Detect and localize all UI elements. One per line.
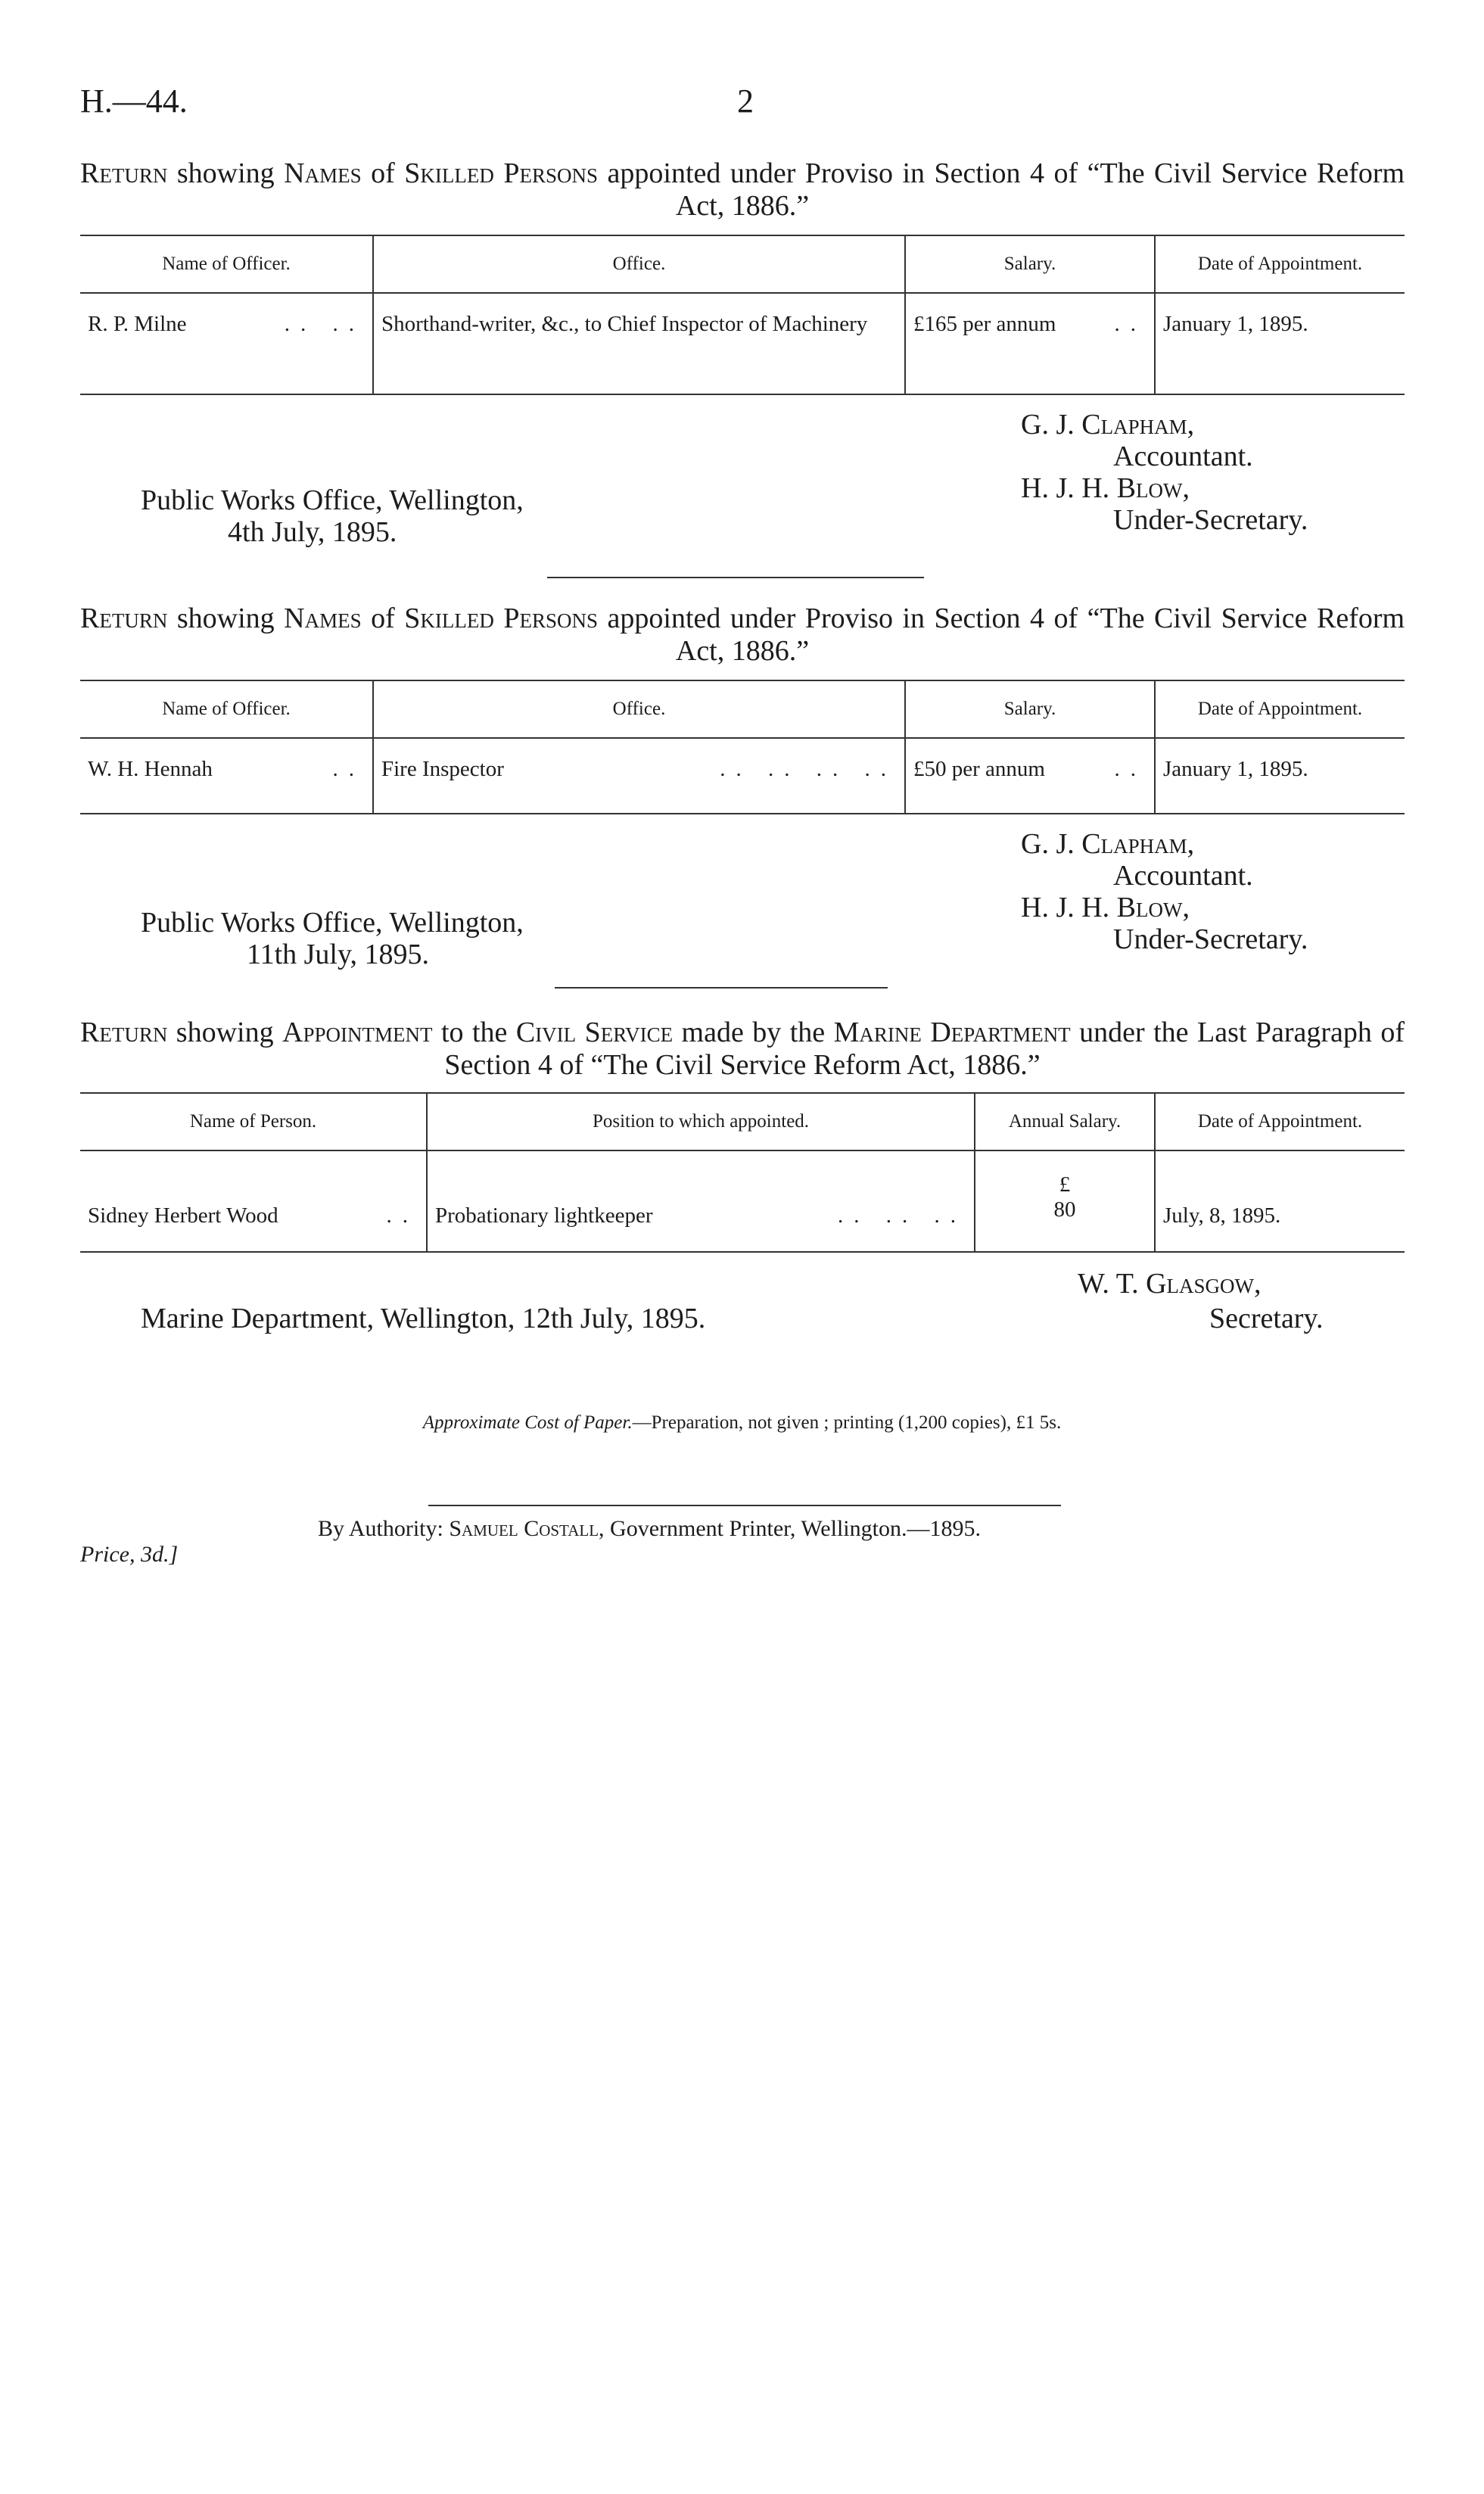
signatory-role: Accountant.	[1113, 860, 1253, 892]
signature-block	[80, 1268, 1405, 1351]
column-header: Name of Person.	[80, 1093, 427, 1150]
column-header: Office.	[373, 680, 905, 738]
signatory-name: G. J. Clapham,	[1021, 409, 1195, 441]
position-cell: Probationary lightkeeper .. .. ..	[427, 1150, 975, 1252]
table-row	[80, 738, 1405, 814]
table-header-row	[80, 1093, 1405, 1150]
return-table	[80, 680, 1405, 814]
imprint-rule	[428, 1505, 1061, 1506]
column-header: Date of Appointment.	[1155, 235, 1405, 293]
office-date: 4th July, 1895.	[228, 516, 397, 548]
return-title: Return showing Names of Skilled Persons appointed under Proviso in Section 4 of “The Civil Service Reform Act, 1886.”	[80, 157, 1405, 222]
column-header: Date of Appointment.	[1155, 680, 1405, 738]
signature-block	[80, 828, 1405, 972]
return-section-2	[80, 602, 1405, 972]
officer-name-cell: W. H. Hennah ..	[80, 738, 373, 814]
signatory-role: Secretary.	[1209, 1303, 1324, 1334]
return-table	[80, 235, 1405, 395]
return-title: Return showing Names of Skilled Persons appointed under Proviso in Section 4 of “The Civil Service Reform Act, 1886.”	[80, 602, 1405, 667]
section-divider	[547, 577, 924, 578]
currency-unit: £	[1059, 1172, 1071, 1197]
column-header: Position to which appointed.	[427, 1093, 975, 1150]
printer-imprint: By Authority: Samuel Costall, Government Printer, Wellington.—1895.	[318, 1516, 981, 1541]
table-header-row	[80, 680, 1405, 738]
column-header: Salary.	[905, 680, 1155, 738]
document-reference: H.—44.	[80, 83, 188, 120]
table-row	[80, 293, 1405, 394]
salary-cell: £165 per annum ..	[905, 293, 1155, 394]
return-title: Return showing Appointment to the Civil Service made by the Marine Department under the Last Paragraph of Section 4 of “The Civil Service Reform Act, 1886.”	[80, 1017, 1405, 1081]
appointment-date-cell: January 1, 1895.	[1155, 738, 1405, 814]
annual-salary-cell	[975, 1150, 1155, 1252]
signatory-name: G. J. Clapham,	[1021, 828, 1195, 860]
office-place: Public Works Office, Wellington,	[141, 484, 524, 516]
salary-cell: £50 per annum ..	[905, 738, 1155, 814]
table-header-row	[80, 235, 1405, 293]
column-header: Date of Appointment.	[1155, 1093, 1405, 1150]
table-row	[80, 1150, 1405, 1252]
office-place: Public Works Office, Wellington,	[141, 907, 524, 939]
appointment-date-cell: January 1, 1895.	[1155, 293, 1405, 394]
salary-amount: 80	[1053, 1197, 1076, 1222]
signatory-role: Under-Secretary.	[1113, 504, 1308, 536]
signatory-role: Accountant.	[1113, 441, 1253, 472]
signatory-name: H. J. H. Blow,	[1021, 472, 1190, 504]
officer-name-cell: R. P. Milne .. ..	[80, 293, 373, 394]
page-header	[80, 82, 1405, 127]
column-header: Annual Salary.	[975, 1093, 1155, 1150]
section-divider	[555, 987, 888, 989]
office-cell: Fire Inspector .. .. .. ..	[373, 738, 905, 814]
person-name-cell: Sidney Herbert Wood ..	[80, 1150, 427, 1252]
return-table	[80, 1092, 1405, 1253]
page-number: 2	[737, 83, 754, 120]
column-header: Name of Officer.	[80, 235, 373, 293]
column-header: Office.	[373, 235, 905, 293]
column-header: Salary.	[905, 235, 1155, 293]
column-header: Name of Officer.	[80, 680, 373, 738]
cost-of-paper-note: Approximate Cost of Paper.—Preparation, not given ; printing (1,200 copies), £1 5s.	[422, 1412, 1062, 1433]
signatory-name: H. J. H. Blow,	[1021, 892, 1190, 923]
signatory-role: Under-Secretary.	[1113, 923, 1308, 955]
price-label: Price, 3d.]	[80, 1542, 179, 1567]
office-date: 11th July, 1895.	[247, 939, 430, 970]
office-place-date: Marine Department, Wellington, 12th July, 1895.	[141, 1303, 706, 1334]
office-cell: Shorthand-writer, &c., to Chief Inspector of Machinery	[373, 293, 905, 394]
signature-block	[80, 409, 1405, 553]
appointment-date-cell: July, 8, 1895.	[1155, 1150, 1405, 1252]
return-section-3	[80, 1017, 1405, 1351]
return-section-1	[80, 157, 1405, 553]
signatory-name: W. T. Glasgow,	[1078, 1268, 1262, 1300]
